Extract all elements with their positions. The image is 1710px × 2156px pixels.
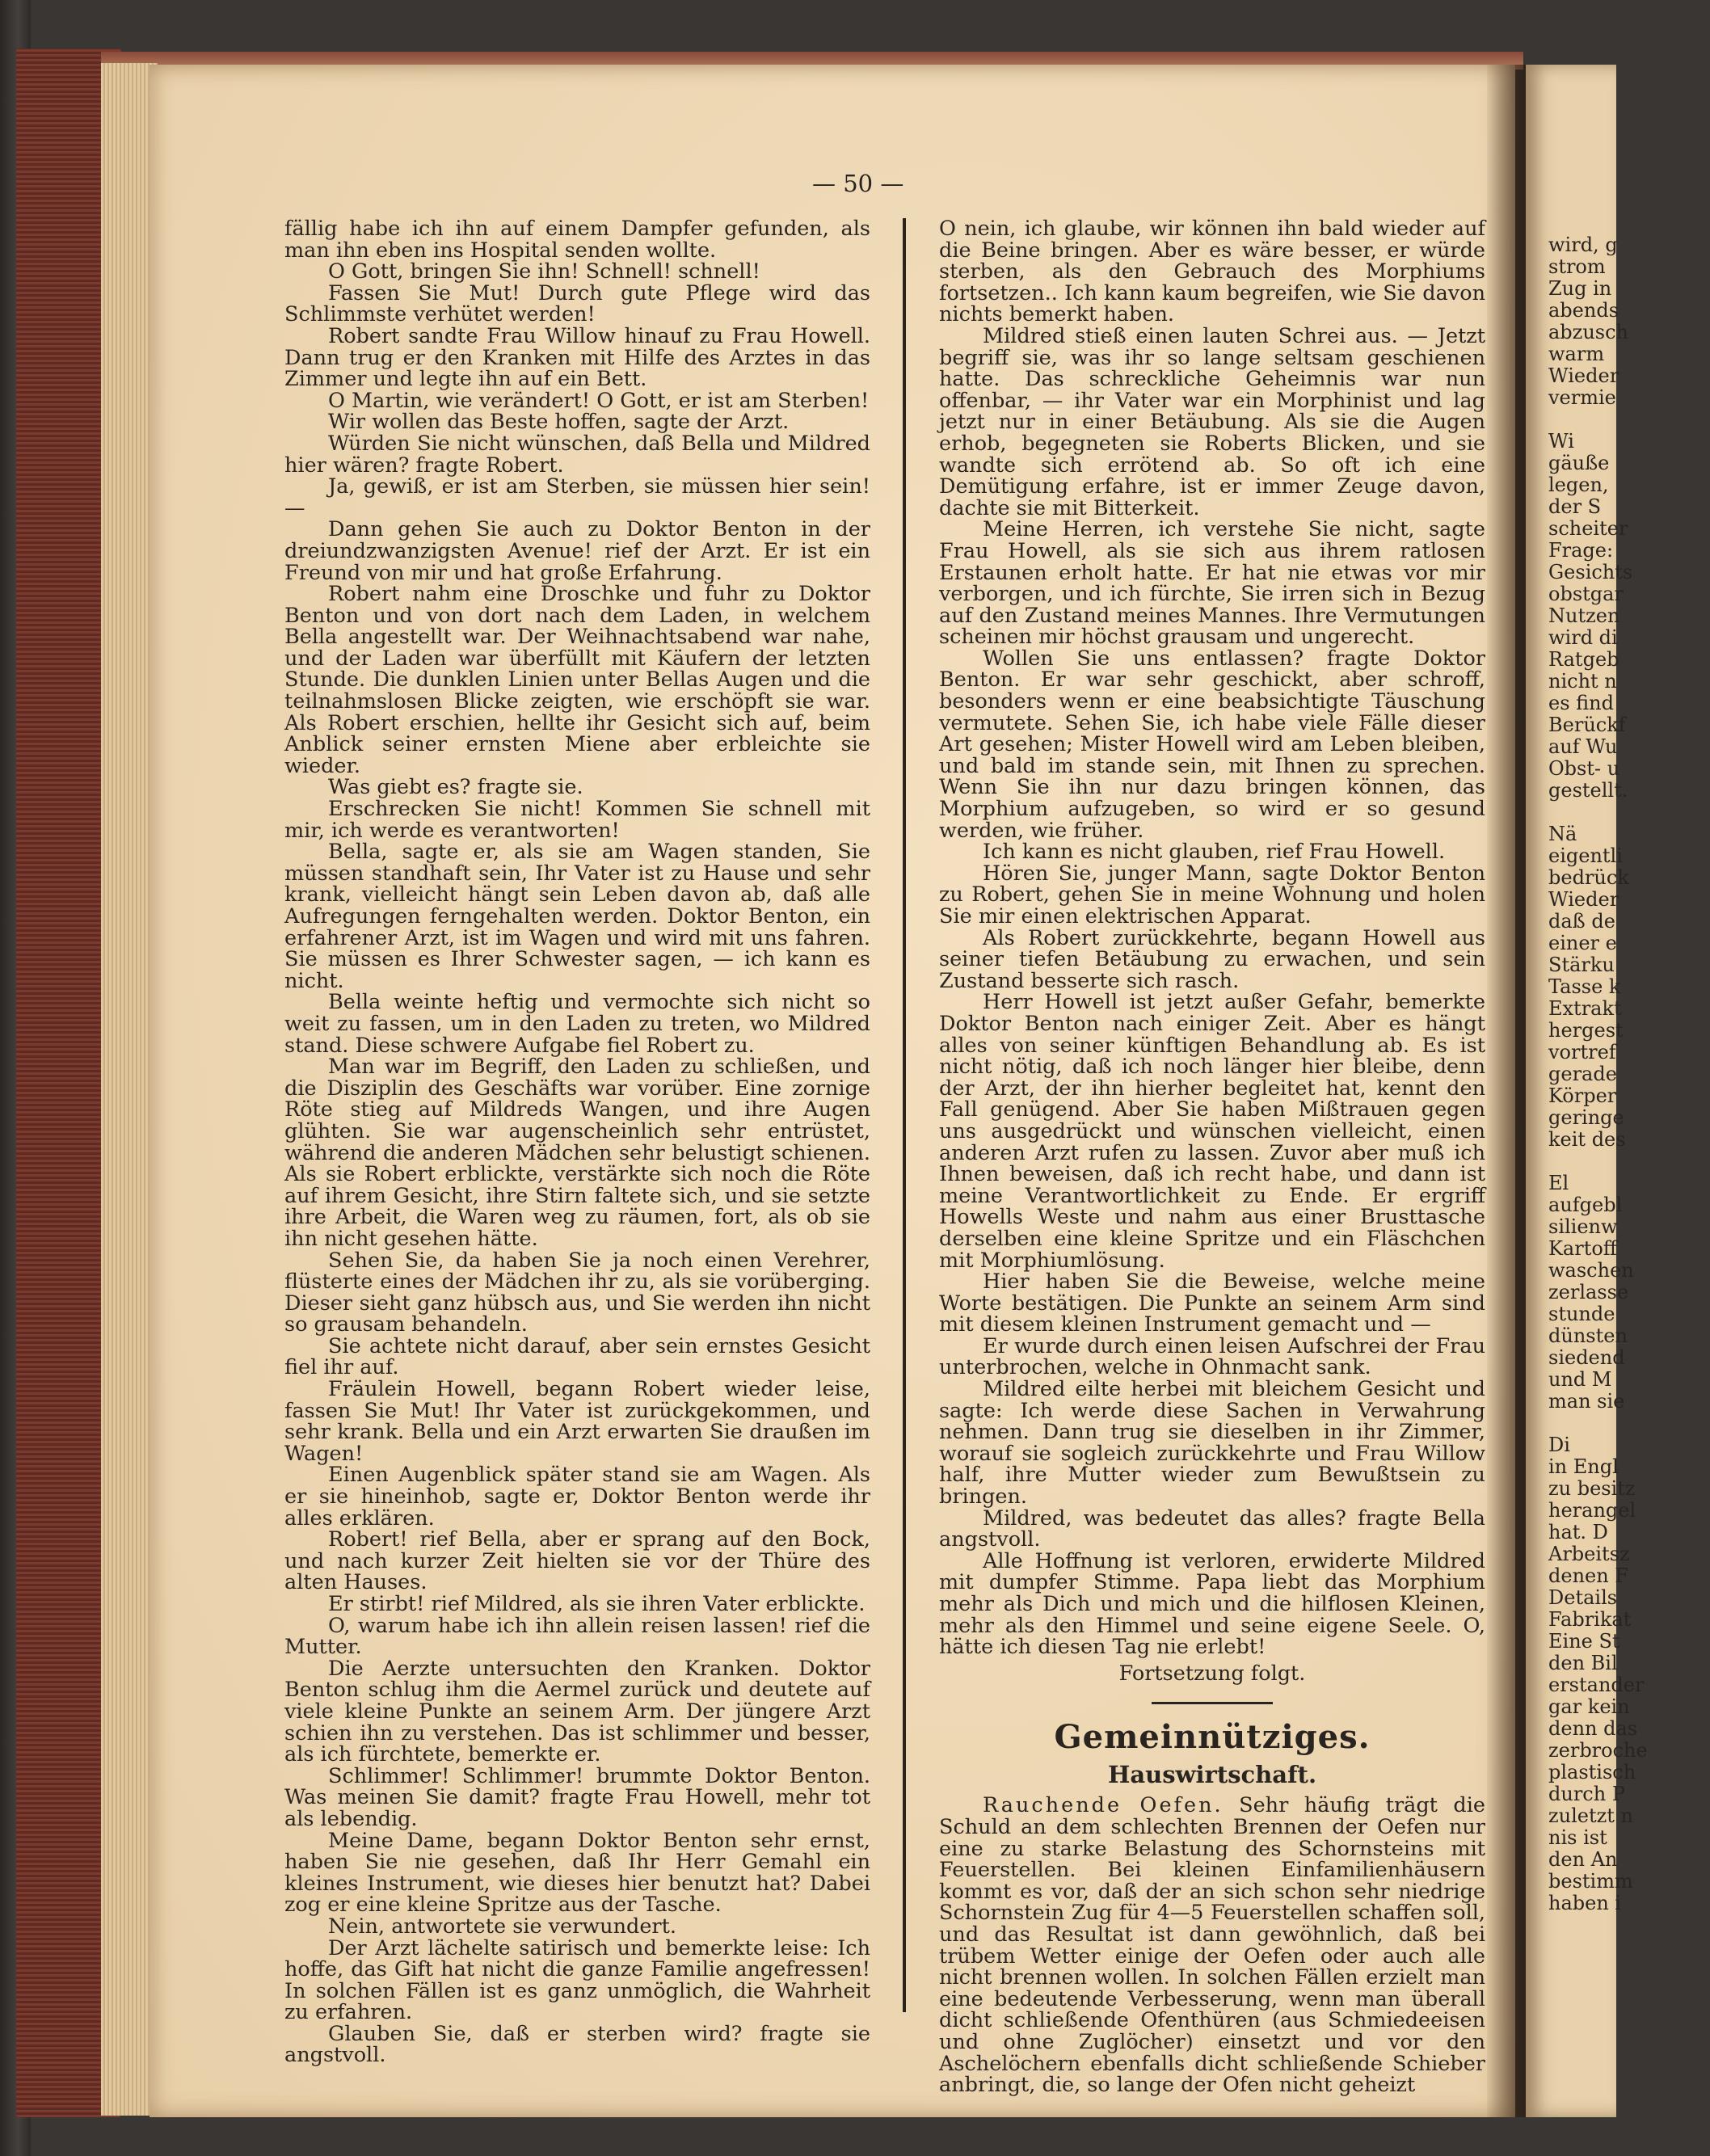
paragraph: O, warum habe ich ihn allein reisen lassen! rief die Mutter. — [284, 1613, 870, 1660]
adjacent-page-line: hergest — [1548, 1019, 1624, 1042]
paragraph: Mildred eilte herbei mit bleichem Gesicht und sagte: Ich werde diese Sachen in Verwahrung nehmen. Dann trug sie dieselben in ihr Zimmer, worauf sie sogleich zurückkehrte und Frau Willow half, ihre Mutter wieder zum Bewußtsein zu bringen. — [939, 1377, 1485, 1510]
adjacent-page-line — [1548, 1413, 1710, 1434]
paragraph: Man war im Begriff, den Laden zu schließen, und die Disziplin des Geschäfts war vorüber. Eine zornige Röte stieg auf Mildreds Wangen, und ihre Augen glühten. Sie war augenscheinlich sehr entrüstet, während die anderen Mädchen sehr belustigt schienen. Als sie Robert erblickte, verstärkte sich noch die Röte auf ihrem Gesicht, ihre Stirn faltete sich, und sie setzte ihre Arbeit, die Waren weg zu räumen, fort, als ob sie ihn nicht gesehen hätte. — [284, 1055, 870, 1251]
paragraph: Robert! rief Bella, aber er sprang auf den Bock, und nach kurzer Zeit hielten sie vor der Thüre des alten Hauses. — [284, 1527, 870, 1595]
adjacent-page-line: Zug in — [1548, 277, 1612, 300]
adjacent-page-line: plastisch — [1548, 1761, 1636, 1783]
adjacent-page-line: herangel — [1548, 1499, 1636, 1522]
adjacent-page-line: einer e — [1548, 932, 1617, 954]
adjacent-page-line: der S — [1548, 495, 1602, 518]
paragraph: Robert sandte Frau Willow hinauf zu Frau Howell. Dann trug er den Kranken mit Hilfe des Arztes in das Zimmer und legte ihn auf ein Bett. — [284, 323, 870, 392]
adjacent-page-line: warm — [1548, 343, 1605, 365]
adjacent-page-line — [1548, 802, 1710, 823]
adjacent-page-line: gerade — [1548, 1063, 1617, 1085]
paragraph: Was giebt es? fragte sie. — [328, 775, 583, 800]
adjacent-page-line: den An — [1548, 1848, 1618, 1871]
article-lead: Rauchende Oefen. — [983, 1793, 1224, 1818]
adjacent-page-line: hat. D — [1548, 1521, 1608, 1543]
adjacent-page-line: Berückf — [1548, 714, 1626, 736]
adjacent-page-line: Tasse k — [1548, 975, 1621, 998]
adjacent-page-line: stunde — [1548, 1303, 1615, 1325]
adjacent-page-line: denen F — [1548, 1564, 1628, 1587]
adjacent-page-line: bestimm — [1548, 1870, 1633, 1893]
adjacent-page-line: Frage: — [1548, 539, 1614, 562]
paragraph: Alle Hoffnung ist verloren, erwiderte Mildred mit dumpfer Stimme. Papa liebt das Morphium mehr als Dich und mich und die hilflosen Kleinen, mehr als den Himmel und seine eigene Seele. O, hätte ich diesen Tag nie erlebt! — [939, 1548, 1485, 1660]
right-column — [939, 218, 1485, 2096]
adjacent-page-line: und M — [1548, 1368, 1612, 1391]
paragraph: Hören Sie, junger Mann, sagte Doktor Benton zu Robert, gehen Sie in meine Wohnung und holen Sie mir einen elektrischen Apparat. — [939, 861, 1485, 929]
article-paragraph — [939, 1793, 1485, 2098]
paragraph: Nein, antwortete sie verwundert. — [328, 1914, 676, 1939]
paragraph: Herr Howell ist jetzt außer Gefahr, bemerkte Doktor Benton nach einiger Zeit. Aber es hängt alles von seiner künftigen Behandlung ab. Es ist nicht nötig, daß ich noch länger hier bleibe, denn der Arzt, der ihn hierher begleitet hat, kennt den Fall genügend. Aber Sie haben Mißtrauen gegen uns ausgedrückt und wünschen vielleicht, einen anderen Arzt rufen zu lassen. Zuvor aber muß ich Ihnen beweisen, daß ich recht habe, und dann ist meine Verantwortlichkeit zu Ende. Er ergriff Howells Weste und nahm aus einer Brusttasche derselben eine kleine Spritze und ein Fläschchen mit Morphiumlösung. — [939, 990, 1485, 1273]
adjacent-page-line: strom — [1548, 255, 1606, 278]
adjacent-page-line: geringe — [1548, 1106, 1624, 1129]
adjacent-page-line: Körper — [1548, 1084, 1617, 1107]
paragraph: Bella weinte heftig und vermochte sich nicht so weit zu fassen, um in den Laden zu treten, wo Mildred stand. Diese schwere Aufgabe fiel Robert zu. — [284, 990, 870, 1058]
section-title: Gemeinnütziges. — [1054, 1718, 1371, 1757]
adjacent-page-line: keit des — [1548, 1128, 1626, 1151]
adjacent-page-line: wird di — [1548, 626, 1618, 649]
paragraph: O Martin, wie verändert! O Gott, er ist am Sterben! — [328, 388, 870, 413]
adjacent-page-line: in Engl — [1548, 1455, 1619, 1478]
adjacent-page-line: silienw — [1548, 1215, 1618, 1238]
adjacent-page-line: Nutzen — [1548, 604, 1620, 627]
adjacent-page-line: Details — [1548, 1586, 1618, 1609]
adjacent-page-line: dünsten — [1548, 1324, 1628, 1347]
adjacent-page-line: Extrakt — [1548, 997, 1622, 1020]
adjacent-page-line: Di — [1548, 1434, 1570, 1456]
paragraph: Er wurde durch einen leisen Aufschrei der Frau unterbrochen, welche in Ohnmacht sank. — [939, 1333, 1485, 1380]
adjacent-page-line: haben i — [1548, 1892, 1622, 1914]
gutter-shadow — [1487, 65, 1527, 2117]
adjacent-page-line: Wi — [1548, 430, 1574, 453]
adjacent-page-line: den Bil — [1548, 1652, 1618, 1674]
adjacent-page-line: nis ist — [1548, 1826, 1607, 1849]
adjacent-page-line: Kartoff — [1548, 1237, 1617, 1260]
adjacent-page-line — [1548, 409, 1710, 431]
adjacent-page-line: Wieder — [1548, 888, 1619, 911]
paragraph: Erschrecken Sie nicht! Kommen Sie schnell mit mir, ich werde es verantworten! — [284, 797, 870, 843]
adjacent-page-line: Obst- u — [1548, 757, 1620, 780]
adjacent-page-line: bedrück — [1548, 866, 1629, 889]
adjacent-page-line: es find — [1548, 692, 1614, 714]
paragraph: Meine Dame, begann Doktor Benton sehr ernst, haben Sie nie gesehen, daß Ihr Herr Gemahl ein kleines Instrument, wie dieses hier benutzt hat? Dabei zog er eine kleine Spritze aus der Tasche. — [284, 1828, 870, 1918]
adjacent-page-line: zu besitz — [1548, 1477, 1636, 1500]
adjacent-page-line: auf Wu — [1548, 735, 1618, 758]
column-divider — [903, 218, 906, 2012]
adjacent-page-text — [1548, 234, 1710, 1914]
adjacent-page-line: zuletzt n — [1548, 1804, 1633, 1827]
adjacent-page-line: daß de — [1548, 910, 1615, 933]
adjacent-page-line: gestellt. — [1548, 779, 1628, 802]
adjacent-page-line: legen, — [1548, 474, 1609, 496]
paragraph: Der Arzt lächelte satirisch und bemerkte leise: Ich hoffe, das Gift hat nicht die ganze Familie angefressen! In solchen Fällen ist es ganz unmöglich, die Wahrheit zu erfahren. — [284, 1935, 870, 2025]
adjacent-page-line: Nä — [1548, 823, 1577, 845]
adjacent-page-line: gar kein — [1548, 1695, 1630, 1718]
paragraph: Würden Sie nicht wünschen, daß Bella und Mildred hier wären? fragte Robert. — [284, 431, 870, 478]
paragraph: Fräulein Howell, begann Robert wieder leise, fassen Sie Mut! Ihr Vater ist zurückgekommen, und sehr krank. Bella und ein Arzt erwarten Sie draußen im Wagen! — [284, 1377, 870, 1466]
adjacent-page-line: aufgebl — [1548, 1194, 1623, 1216]
paragraph: Mildred, was bedeutet das alles? fragte Bella angstvoll. — [939, 1505, 1485, 1552]
adjacent-page-line: El — [1548, 1172, 1569, 1194]
continuation-note: Fortsetzung folgt. — [1118, 1661, 1306, 1686]
paragraph: Die Aerzte untersuchten den Kranken. Doktor Benton schlug ihm die Aermel zurück und deutete auf viele kleine Punkte an seinem Arm. Der jüngere Arzt schien ihn zu verstehen. Das ist schlimmer und besser, als ich fürchtete, bemerkte er. — [284, 1656, 870, 1767]
paragraph: Bella, sagte er, als sie am Wagen standen, Sie müssen standhaft sein, Ihr Vater ist zu Hause und sehr krank, vielleicht hängt sein Leben davon ab, daß alle Aufregungen ferngehalten werden. Doktor Benton, ein erfahrener Arzt, ist im Wagen und wird mit uns fahren. Sie müssen es Ihrer Schwester sagen, — ich kann es nicht. — [284, 840, 870, 993]
paragraph: O nein, ich glaube, wir können ihn bald wieder auf die Beine bringen. Aber es wäre besser, er würde sterben, als den Gebrauch des Morphiums fortsetzen.. Ich kann kaum begreifen, wie Sie davon nichts bemerkt haben. — [939, 217, 1485, 327]
adjacent-page-line: Wieder — [1548, 364, 1619, 387]
paragraph: Sehen Sie, da haben Sie ja noch einen Verehrer, flüsterte eines der Mädchen ihr zu, als sie vorüberging. Dieser sieht ganz hübsch aus, und Sie werden ihn nicht so grausam behandeln. — [284, 1248, 870, 1337]
paragraph: Ja, gewiß, er ist am Sterben, sie müssen hier sein! — — [284, 474, 870, 520]
adjacent-page-line: Stärku — [1548, 954, 1615, 976]
section-subtitle: Hauswirtschaft. — [1107, 1761, 1317, 1789]
paragraph: Dann gehen Sie auch zu Doktor Benton in der dreiundzwanzigsten Avenue! rief der Arzt. Er ist ein Freund von mir und hat große Erfahrung. — [284, 517, 870, 585]
paragraph: Meine Herren, ich verstehe Sie nicht, sagte Frau Howell, als sie sich aus ihrem ratlosen Erstaunen erholt hatte. Er hat nie etwas vor mir verborgen, und ich fürchte, Sie irren sich in Bezug auf den Zustand meines Mannes. Ihre Vermutungen scheinen mir höchst grausam und ungerecht. — [939, 517, 1485, 650]
paragraph: Fassen Sie Mut! Durch gute Pflege wird das Schlimmste verhütet werden! — [284, 280, 870, 327]
paragraph: Mildred stieß einen lauten Schrei aus. — Jetzt begriff sie, was ihr so lange seltsam geschienen hatte. Das schreckliche Geheimnis war nun offenbar, — ihr Vater war ein Morphinist und lag jetzt nur in einer Betäubung. Als sie die Augen erhob, begegneten sie Roberts Blicken, und sie wandte sich errötend ab. So oft ich eine Demütigung erfahre, ist er immer Zeuge davon, dachte sie mit Bitterkeit. — [939, 323, 1485, 520]
adjacent-page-line: scheiter — [1548, 517, 1628, 540]
paragraph: O Gott, bringen Sie ihn! Schnell! schnell! — [328, 259, 760, 284]
left-column — [284, 218, 870, 2066]
paragraph: Wir wollen das Beste hoffen, sagte der Arzt. — [328, 410, 790, 435]
article-body: Sehr häufig trägt die Schuld an dem schlechten Brennen der Oefen nur eine zu starke Belastung des Schornsteins mit Feuerstellen. Bei kleinen Einfamilienhäusern kommt es vor, daß der an sich schon sehr niedrige Schornstein Zug für 4—5 Feuerstellen schaffen soll, und das Resultat ist dann gewöhnlich, daß bei trübem Wetter einige der Oefen oder auch alle nicht brennen wollen. In solchen Fällen erzielt man eine bedeutende Verbesserung, wenn man überall dicht schließende Ofenthüren (aus Schmiedeeisen und ohne Zuglöcher) einsetzt und vor den Aschelöchern ebenfalls dicht schließende Schieber anbringt, die, so lange der Ofen nicht geheizt — [939, 1793, 1485, 2098]
adjacent-page-line: Gesichts — [1548, 561, 1633, 583]
adjacent-page-line: Eine St — [1548, 1630, 1620, 1653]
adjacent-page-line: Arbeitsz — [1548, 1543, 1630, 1565]
adjacent-page-line: erstander — [1548, 1674, 1645, 1696]
adjacent-page-line: eigentli — [1548, 844, 1623, 867]
adjacent-page-line: zerlasse — [1548, 1281, 1629, 1303]
paragraph: Einen Augenblick später stand sie am Wagen. Als er sie hineinhob, sagte er, Doktor Benton werde ihr alles erklären. — [284, 1463, 870, 1531]
adjacent-page-line: abzusch — [1548, 321, 1628, 343]
adjacent-page-line: wird, g — [1548, 234, 1618, 256]
right-column-paragraphs — [939, 218, 1485, 1658]
adjacent-page-line: siedend — [1548, 1346, 1625, 1369]
paragraph: Hier haben Sie die Beweise, welche meine Worte bestätigen. Die Punkte an seinem Arm sind mit diesem kleinen Instrument gemacht und — — [939, 1270, 1485, 1337]
adjacent-page-line: Ratgeb — [1548, 648, 1619, 671]
page-number: — 50 — — [812, 170, 904, 197]
paragraph: Schlimmer! Schlimmer! brummte Doktor Benton. Was meinen Sie damit? fragte Frau Howell, mehr tot als lebendig. — [284, 1763, 870, 1831]
adjacent-page — [1526, 65, 1648, 2117]
paragraph: Als Robert zurückkehrte, begann Howell aus seiner tiefen Betäubung zu erwachen, und sein Zustand besserte sich rasch. — [939, 925, 1485, 993]
adjacent-page-line: vermie — [1548, 386, 1616, 409]
adjacent-page-line: denn das — [1548, 1717, 1638, 1740]
adjacent-page-line — [1548, 1151, 1710, 1173]
adjacent-page-line: zerbroche — [1548, 1739, 1648, 1762]
adjacent-page-line: obstgar — [1548, 583, 1624, 605]
adjacent-page-line: man sie — [1548, 1390, 1625, 1413]
paragraph: Ich kann es nicht glauben, rief Frau Howell. — [983, 840, 1446, 865]
paragraph: fällig habe ich ihn auf einem Dampfer gefunden, als man ihn eben ins Hospital senden wollte. — [284, 217, 870, 263]
adjacent-page-line: vortref — [1548, 1041, 1616, 1063]
paragraph: Sie achtete nicht darauf, aber sein ernstes Gesicht fiel ihr auf. — [284, 1333, 870, 1380]
adjacent-page-line: durch P — [1548, 1783, 1625, 1805]
paragraph: Robert nahm eine Droschke und fuhr zu Doktor Benton und von dort nach dem Laden, in welchem Bella angestellt war. Der Weihnachtsabend war nahe, und der Laden war überfüllt mit Käufern der letzten Stunde. Die dunklen Linien unter Bellas Augen und die teilnahmslosen Blicke zeigten, wie erschöpft sie war. Als Robert erschien, hellte ihr Gesicht sich auf, beim Anblick seiner ernsten Miene aber erbleichte sie wieder. — [284, 582, 870, 778]
adjacent-page-line: nicht n — [1548, 670, 1617, 693]
adjacent-page-line: Fabrikat — [1548, 1608, 1632, 1631]
adjacent-page-line: waschen — [1548, 1259, 1634, 1282]
adjacent-page-line: gäuße — [1548, 452, 1610, 474]
adjacent-page-line: abends — [1548, 299, 1619, 322]
paragraph: Wollen Sie uns entlassen? fragte Doktor Benton. Er war sehr geschickt, aber schroff, besonders wenn er eine beabsichtigte Täuschung vermutete. Sehen Sie, ich habe viele Fälle dieser Art gesehen; Mister Howell wird am Leben bleiben, und bald im stande sein, mit Ihnen zu sprechen. Wenn Sie ihn nur dazu bringen können, das Morphium aufzugeben, so wird er so gesund werden, wie früher. — [939, 646, 1485, 843]
paragraph: Er stirbt! rief Mildred, als sie ihren Vater erblickte. — [328, 1592, 866, 1616]
paragraph: Glauben Sie, daß er sterben wird? fragte sie angstvoll. — [284, 2021, 870, 2068]
section-separator — [1152, 1702, 1273, 1704]
